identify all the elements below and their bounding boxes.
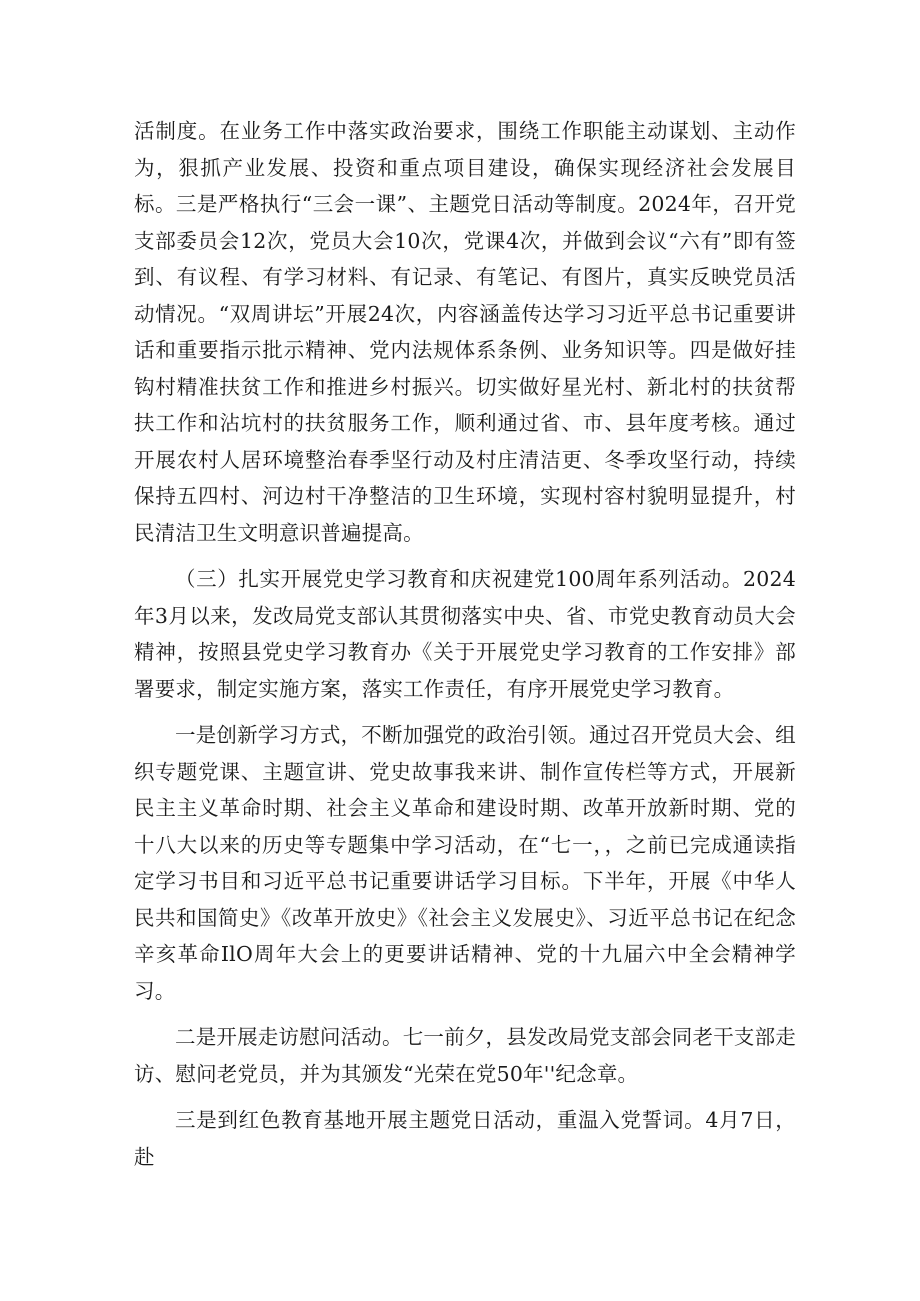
paragraph-section-three: （三）扎实开展党史学习教育和庆祝建党100周年系列活动。2024年3月以来，发改局党支部认其贯彻落实中央、省、市党史教育动员大会精神，按照县党史学习教育办《关于开展党史学习教育的工作安排》部署要求，制定实施方案，落实工作责任，有序开展党史学习教育。	[134, 567, 796, 701]
paragraph-continuation: 活制度。在业务工作中落实政治要求，围绕工作职能主动谋划、主动作为，狠抓产业发展、投资和重点项目建设，确保实现经济社会发展目标。三是严格执行“三会一课”、主题党日活动等制度。2024年，召开党支部委员会12次，党员大会10次，党课4次，并做到会议“六有”即有签到、有议程、有学习材料、有记录、有笔记、有图片，真实反映党员活动情况。“双周讲坛”开展24次，内容涵盖传达学习习近平总书记重要讲话和重要指示批示精神、党内法规体系条例、业务知识等。四是做好挂钩村精准扶贫工作和推进乡村振兴。切实做好星光村、新北村的扶贫帮扶工作和沾坑村的扶贫服务工作，顺利通过省、市、县年度考核。通过开展农村人居环境整治春季坚行动及村庄清洁更、冬季攻坚行动，持续保持五四村、河边村干净整洁的卫生环境，实现村容村貌明显提升，村民清洁卫生文明意识普遍提高。	[134, 119, 796, 545]
paragraph-item-one: 一是创新学习方式，不断加强党的政治引领。通过召开党员大会、组织专题党课、主题宣讲、党史故事我来讲、制作宣传栏等方式，开展新民主主义革命时期、社会主义革命和建设时期、改革开放新时期、党的十八大以来的历史等专题集中学习活动，在“七一，，之前已完成通读指定学习书目和习近平总书记重要讲话学习目标。下半年，开展《中华人民共和国简史》《改革开放史》《社会主义发展史》、习近平总书记在纪念辛亥革命IlO周年大会上的更要讲话精神、党的十九届六中全会精神学习。	[134, 723, 796, 1003]
paragraph-item-two: 二是开展走访慰问活动。七一前夕，县发改局党支部会同老干支部走访、慰问老党员，并为其颁发“光荣在党50年''纪念章。	[134, 1025, 796, 1086]
paragraph-item-three: 三是到红色教育基地开展主题党日活动，重温入党誓词。4月7日，赴	[134, 1108, 796, 1169]
document-page	[134, 113, 796, 1175]
